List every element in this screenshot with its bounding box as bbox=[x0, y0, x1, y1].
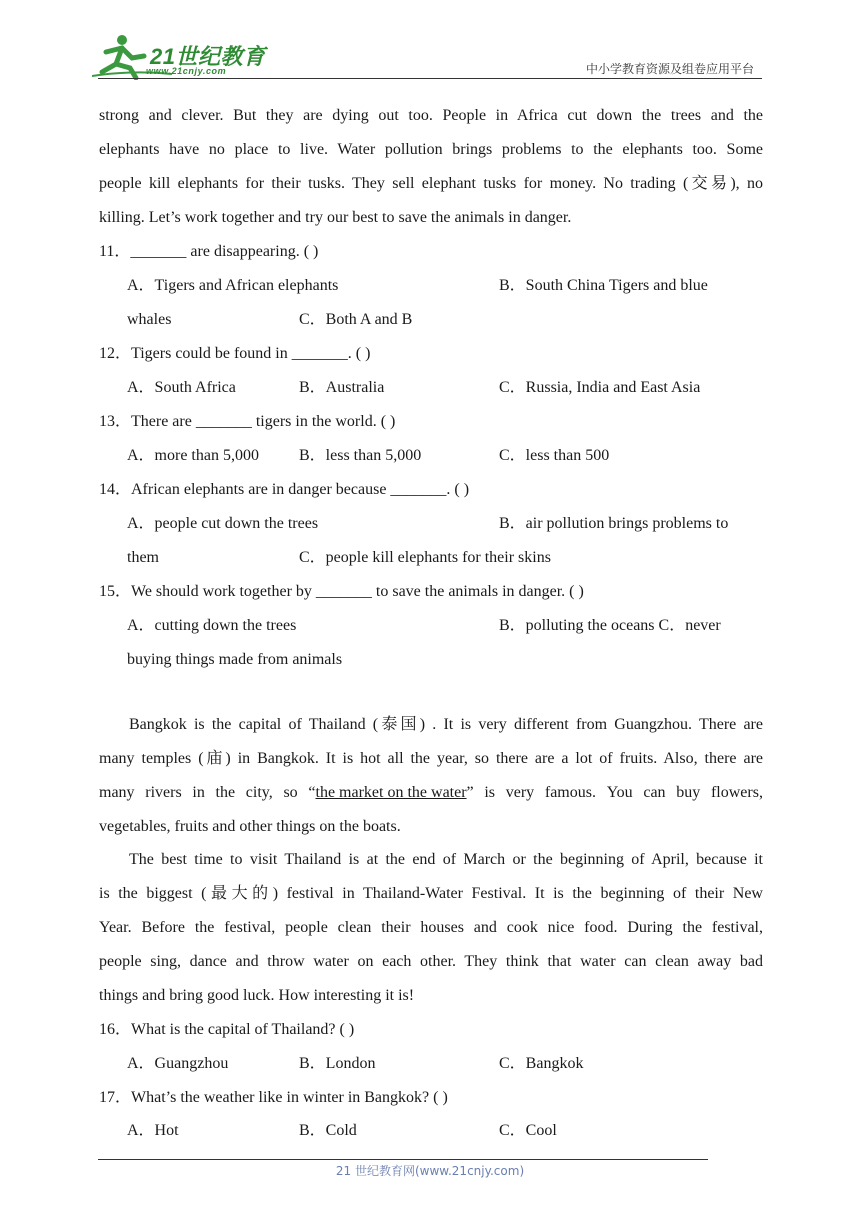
footer-text: 21 世纪教育网(www.21cnjy.com) bbox=[335, 1164, 525, 1178]
question-12-option-c: C．Russia, India and East Asia bbox=[499, 379, 701, 396]
passage1-line: elephants have no place to live. Water pollution brings problems to the elephants too. Some bbox=[99, 141, 763, 158]
question-13-option-b: B．less than 5,000 bbox=[299, 447, 422, 464]
question-14-option-b: B．air pollution brings problems to bbox=[499, 515, 729, 532]
question-16-stem: 16．What is the capital of Thailand? ( ) bbox=[99, 1021, 355, 1038]
header-divider bbox=[98, 78, 762, 79]
logo-url: www.21cnjy.com bbox=[146, 66, 227, 76]
question-17-option-a: A．Hot bbox=[127, 1122, 179, 1139]
passage2-line: many temples (庙) in Bangkok. It is hot all the year, so there are a lot of fruits. Also, there are bbox=[99, 750, 763, 767]
question-17-option-c: C．Cool bbox=[499, 1122, 557, 1139]
question-13-option-a: A．more than 5,000 bbox=[127, 447, 259, 464]
question-16-option-c: C．Bangkok bbox=[499, 1055, 584, 1072]
question-12-option-a: A．South Africa bbox=[127, 379, 236, 396]
passage2-line: many rivers in the city, so “the market on the water” is very famous. You can buy flowers, bbox=[99, 784, 763, 801]
question-12-stem: 12．Tigers could be found in _______. ( ) bbox=[99, 345, 371, 362]
question-13-option-c: C．less than 500 bbox=[499, 447, 610, 464]
question-14-option-c: C．people kill elephants for their skins bbox=[299, 549, 551, 566]
question-11-option-c: C．Both A and B bbox=[299, 311, 413, 328]
question-11-stem: 11．_______ are disappearing. ( ) bbox=[99, 243, 319, 260]
passage2-line: things and bring good luck. How interesting it is! bbox=[99, 987, 415, 1004]
question-12-option-b: B．Australia bbox=[299, 379, 385, 396]
question-15-option-c-cont: buying things made from animals bbox=[127, 651, 343, 668]
question-13-stem: 13．There are _______ tigers in the world. ( ) bbox=[99, 413, 396, 430]
question-15-option-b-c: B．polluting the oceans C．never bbox=[499, 617, 721, 634]
passage1-line: killing. Let’s work together and try our best to save the animals in danger. bbox=[99, 209, 572, 226]
passage2-line: Bangkok is the capital of Thailand (泰国) . It is very different from Guangzhou. There are bbox=[129, 716, 763, 733]
question-16-option-b: B．London bbox=[299, 1055, 376, 1072]
passage2-line: people sing, dance and throw water on each other. They think that water can clean away bad bbox=[99, 953, 763, 970]
question-14-stem: 14．African elephants are in danger because _______. ( ) bbox=[99, 481, 470, 498]
question-16-option-a: A．Guangzhou bbox=[127, 1055, 229, 1072]
passage1-line: strong and clever. But they are dying out too. People in Africa cut down the trees and the bbox=[99, 107, 763, 124]
question-14-option-b-cont: them bbox=[127, 549, 159, 566]
header-platform-text: 中小学教育资源及组卷应用平台 bbox=[585, 62, 754, 76]
logo-text: 21世纪教育 bbox=[150, 44, 266, 69]
passage2-line: Year. Before the festival, people clean their houses and cook nice food. During the festival, bbox=[99, 919, 763, 936]
question-11-option-b-cont: whales bbox=[127, 311, 172, 328]
market-underline-text: the market on the water bbox=[315, 784, 467, 801]
page-header bbox=[0, 0, 860, 80]
question-11-option-b: B．South China Tigers and blue bbox=[499, 277, 708, 294]
passage2-line: The best time to visit Thailand is at the end of March or the beginning of April, because it bbox=[129, 851, 763, 868]
passage2-line: is the biggest (最大的) festival in Thailand-Water Festival. It is the beginning of their New bbox=[99, 885, 763, 902]
question-11-option-a: A．Tigers and African elephants bbox=[127, 277, 339, 294]
question-17-stem: 17．What’s the weather like in winter in Bangkok? ( ) bbox=[99, 1089, 448, 1106]
question-14-option-a: A．people cut down the trees bbox=[127, 515, 319, 532]
footer-divider bbox=[98, 1159, 708, 1160]
passage2-line: vegetables, fruits and other things on the boats. bbox=[99, 818, 401, 835]
question-15-option-a: A．cutting down the trees bbox=[127, 617, 297, 634]
question-15-stem: 15．We should work together by _______ to save the animals in danger. ( ) bbox=[99, 583, 584, 600]
passage1-line: people kill elephants for their tusks. They sell elephant tusks for money. No trading (交易), no bbox=[99, 175, 763, 192]
question-17-option-b: B．Cold bbox=[299, 1122, 357, 1139]
